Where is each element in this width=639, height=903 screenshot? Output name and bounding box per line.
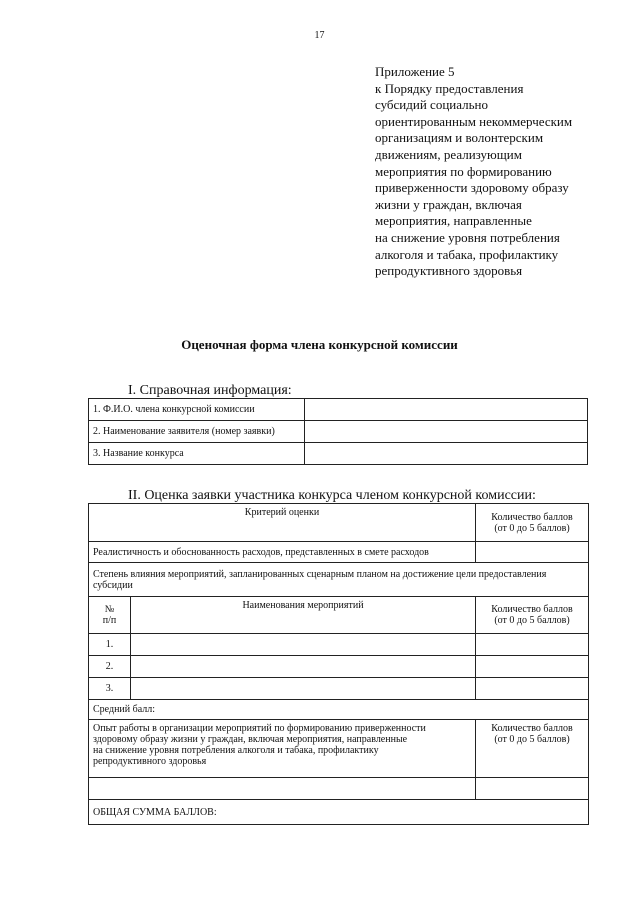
score-header-line: (от 0 до 5 баллов) xyxy=(494,522,570,534)
activity-cell[interactable] xyxy=(131,656,476,678)
table-row xyxy=(89,678,589,700)
criterion3-line: Опыт работы в организации мероприятий по формированию приверженности xyxy=(93,723,426,734)
info-table xyxy=(88,398,588,465)
row-number: 3. xyxy=(89,678,131,700)
info-value-cell[interactable] xyxy=(305,443,588,465)
table-row xyxy=(89,563,589,597)
appendix-line: ориентированным некоммерческим xyxy=(375,113,573,129)
table-row xyxy=(89,700,589,720)
table-row xyxy=(89,504,589,542)
score-header xyxy=(476,720,589,778)
appendix-line: Приложение 5 xyxy=(375,64,455,79)
row-number: 2. xyxy=(89,656,131,678)
criterion3-line: репродуктивного здоровья xyxy=(93,756,207,767)
score-cell[interactable] xyxy=(476,678,589,700)
table-row xyxy=(89,778,589,800)
info-label: 3. Название конкурса xyxy=(89,443,305,465)
activity-cell[interactable] xyxy=(131,634,476,656)
score-header-line: (от 0 до 5 баллов) xyxy=(494,734,570,745)
appendix-line: репродуктивного здоровья xyxy=(375,263,523,279)
criterion-label: Реалистичность и обоснованность расходов, представленных в смете расходов xyxy=(89,542,476,563)
number-header xyxy=(89,597,131,634)
criterion3-blank xyxy=(89,778,476,800)
table-row xyxy=(89,656,589,678)
criterion3-label xyxy=(89,720,476,778)
score-cell[interactable] xyxy=(476,778,589,800)
appendix-line: организациям и волонтерским xyxy=(375,130,544,146)
form-title: Оценочная форма члена конкурсной комиссии xyxy=(181,337,458,352)
criterion3-line: на снижение уровня потребления алкоголя и табака, профилактику xyxy=(93,745,379,756)
table-row xyxy=(89,634,589,656)
average-label: Средний балл: xyxy=(89,700,589,720)
row-number: 1. xyxy=(89,634,131,656)
appendix-line: приверженности здоровому образу xyxy=(375,180,569,196)
appendix-line: движениям, реализующим xyxy=(375,146,522,162)
number-header-line: № xyxy=(104,604,115,615)
table-row xyxy=(89,421,588,443)
appendix-line: алкоголя и табака, профилактику xyxy=(375,246,559,262)
table-row xyxy=(89,399,588,421)
activity-cell[interactable] xyxy=(131,678,476,700)
score-cell[interactable] xyxy=(476,542,589,563)
appendix-line: на снижение уровня потребления xyxy=(375,229,560,245)
score-table xyxy=(88,503,589,825)
score-header-line: Количество баллов xyxy=(491,723,573,734)
score-header xyxy=(476,504,589,542)
number-header-line: п/п xyxy=(102,615,117,626)
info-label: 1. Ф.И.О. члена конкурсной комиссии xyxy=(89,399,305,421)
info-value-cell[interactable] xyxy=(305,399,588,421)
score-cell[interactable] xyxy=(476,634,589,656)
appendix-line: к Порядку предоставления xyxy=(375,80,524,96)
criterion-header: Критерий оценки xyxy=(89,504,476,542)
section2-title: II. Оценка заявки участника конкурса членом конкурсной комиссии: xyxy=(128,488,536,503)
info-value-cell[interactable] xyxy=(305,421,588,443)
page-number: 17 xyxy=(314,30,325,41)
criterion3-line: здоровому образу жизни у граждан, включая мероприятия, направленные xyxy=(93,734,408,745)
appendix-header xyxy=(375,64,625,280)
table-row xyxy=(89,800,589,825)
activities-header: Наименования мероприятий xyxy=(131,597,476,634)
table-row xyxy=(89,443,588,465)
appendix-line: жизни у граждан, включая xyxy=(375,196,522,212)
criterion-label: Степень влияния мероприятий, запланированных сценарным планом на достижение цели предоставления субсидии xyxy=(89,563,589,597)
score-cell[interactable] xyxy=(476,656,589,678)
score-header-line: (от 0 до 5 баллов) xyxy=(494,615,570,626)
score-header-line: Количество баллов xyxy=(491,604,573,615)
info-label: 2. Наименование заявителя (номер заявки) xyxy=(89,421,305,443)
appendix-line: субсидий социально xyxy=(375,97,488,113)
table-row xyxy=(89,720,589,778)
table-row xyxy=(89,597,589,634)
table-row xyxy=(89,542,589,563)
score-header-line: Количество баллов xyxy=(491,511,573,523)
appendix-line: мероприятия, направленные xyxy=(375,213,532,229)
score-header xyxy=(476,597,589,634)
total-label: ОБЩАЯ СУММА БАЛЛОВ: xyxy=(89,800,589,825)
appendix-line: мероприятия по формированию xyxy=(375,163,552,179)
section1-title: I. Справочная информация: xyxy=(128,383,292,398)
